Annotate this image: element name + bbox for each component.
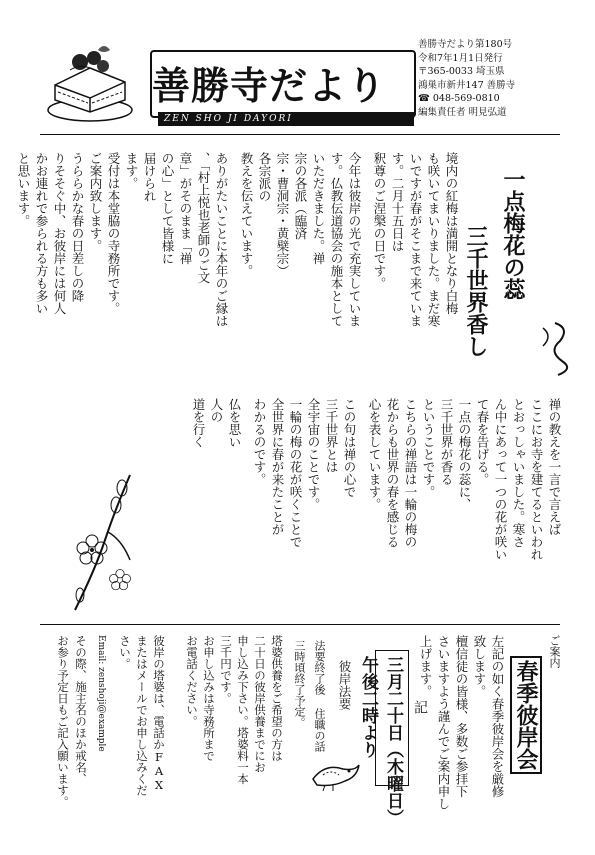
info-line: 善勝寺だより第180号 — [418, 39, 513, 50]
notice-footer-line: 彼岸の塔婆は、電話かFAX — [152, 635, 166, 792]
article-column: 全宇宙のことです。 — [306, 398, 321, 511]
info-line: 編集責任者 明見弘道 — [418, 106, 507, 118]
masthead-title: 善勝寺だより — [152, 64, 387, 108]
article-column: 章」がそのまま「禅 — [178, 152, 193, 265]
notice-footer-line: さい。 — [118, 635, 132, 670]
article-column: こちらの禅語は一輪の梅の — [403, 398, 418, 548]
article-column: 受付は本堂脇の寺務所です。 — [106, 152, 121, 315]
article-headline-2: 三千世界香し — [463, 225, 489, 357]
info-line: ☎ 048-569-0810 — [418, 93, 500, 104]
article-column: ます。 — [124, 152, 139, 190]
notice-intro-line: さいますよう謹んでご案内申し — [436, 635, 451, 810]
article-column: わかるのです。 — [252, 398, 267, 486]
notice-intro-line: 左記の如く春季彼岸会を厳修 — [490, 635, 505, 798]
article-column: いただきました。禅 — [311, 152, 326, 265]
article-column: かお連れで参られる方も多い — [34, 152, 49, 315]
masthead-subtitle: ZEN SHO JI DAYORI — [158, 112, 414, 126]
notice-email: Email: zenshoji@example — [96, 635, 106, 752]
bird-illustration — [305, 755, 365, 799]
event-time: 午後二時より — [358, 656, 378, 758]
section-divider — [40, 624, 560, 625]
event-date: 三月二十日（木曜日） — [383, 656, 403, 826]
cake-illustration — [40, 40, 135, 129]
notice-detail: 申し込み下さい。塔婆料一本 — [236, 635, 250, 785]
program-item: 彼岸法要 — [337, 660, 352, 710]
notice-detail: 二十日の彼岸供養までにお — [253, 635, 267, 773]
program-item: 三時頃終了予定。 — [293, 640, 306, 728]
header-divider — [40, 134, 560, 135]
article-column: て春を告げる。 — [475, 398, 490, 486]
notice-footer-line: その際、施主名のほか戒名、 — [74, 635, 88, 785]
notice-detail: 塔婆供養をご希望の方は — [270, 635, 284, 762]
notice-intro-line: 致します。 — [472, 635, 487, 698]
article-column: す。二月十五日は — [390, 152, 405, 252]
article-column: 一輪の梅の花が咲くことで — [288, 398, 303, 548]
notice-title: 春季彼岸会 — [510, 656, 542, 774]
article-column: 三千世界が香る — [439, 398, 454, 486]
article-column: の心」として皆様に — [160, 152, 175, 265]
info-line: 鴻巣市新井147 善勝寺 — [418, 79, 516, 91]
article-column: 花からも世界の春を感じる — [385, 398, 400, 548]
article-column: ありがたいことに本年のご縁は — [214, 152, 229, 327]
article-column: 今年は彼岸の光で充実していま — [347, 152, 362, 327]
article-column: 全世界に春が来たことが — [270, 398, 285, 536]
article-column: 各宗派の — [257, 152, 272, 202]
article-column: 三千世界とは — [324, 398, 339, 473]
article-column: ん中にあって一つの花が咲い — [493, 398, 508, 561]
article-column: 届けられ — [142, 152, 157, 202]
article-column: うららかな春の日差しの降 — [70, 152, 85, 302]
article-column: 一点の梅花の蕊に、 — [457, 398, 472, 511]
program-item: 法要終了後 住職の話 — [313, 640, 326, 752]
notice-label: ご案内 — [548, 635, 561, 668]
swirl-ornament — [535, 318, 575, 382]
info-line: 〒365-0033 埼玉県 — [418, 66, 505, 77]
article-column: 宗・曹洞宗・黄檗宗） — [275, 152, 290, 277]
article-column: ここにお寺を建てるといわれ — [529, 398, 544, 561]
article-column: す。仏教伝道協会の施本として — [329, 152, 344, 327]
notice-intro-line: 上げます。 — [418, 635, 433, 698]
article-column: も咲いてまいりました。まだ寒 — [426, 152, 441, 327]
article-column: 教えを伝えています。 — [239, 152, 254, 277]
article-column: 道を行く — [191, 398, 206, 448]
article-headline: 一点梅花の蕊 — [500, 168, 526, 300]
notice-ki: 記 — [412, 700, 428, 714]
article-column: とおっしゃいました。寒さ — [511, 398, 526, 548]
plum-blossom-illustration — [60, 470, 140, 624]
article-column: 釈尊のご涅槃の日です。 — [372, 152, 387, 290]
article-column: 仏を思い — [227, 398, 242, 448]
article-column: 禅の教えを一言で言えば — [547, 398, 562, 536]
article-column: りそそぐ中、お彼岸には何人 — [52, 152, 67, 315]
article-column: いですが春がそこまで来ていま — [408, 152, 423, 327]
article-column: 人の — [209, 398, 224, 423]
info-line: 令和7年1月1日発行 — [418, 52, 503, 64]
article-column: この句は禅の心で — [342, 398, 357, 498]
article-column: ご案内致します。 — [88, 152, 103, 252]
notice-footer-line: お参り予定日もご記入願います。 — [56, 635, 70, 808]
article-column: ということです。 — [421, 398, 436, 498]
article-column: 、「村上悦也老師のご文 — [196, 152, 211, 284]
notice-detail: 三千円です。 — [219, 635, 233, 704]
article-column: 心を表しています。 — [367, 398, 382, 511]
notice-intro-line: 檀信徒の皆様、多数ご参拝下 — [454, 635, 469, 798]
article-column: 境内の紅梅は満開となり白梅 — [444, 152, 459, 315]
article-column: 宗の各派（臨済 — [293, 152, 308, 240]
publication-info — [418, 38, 578, 119]
notice-footer-line: またはメールでお申し込みくだ — [135, 635, 149, 796]
notice-detail: お電話ください。 — [185, 635, 199, 727]
notice-detail: お申し込みは寺務所まで — [202, 635, 216, 762]
article-column: と思います。 — [16, 152, 31, 227]
